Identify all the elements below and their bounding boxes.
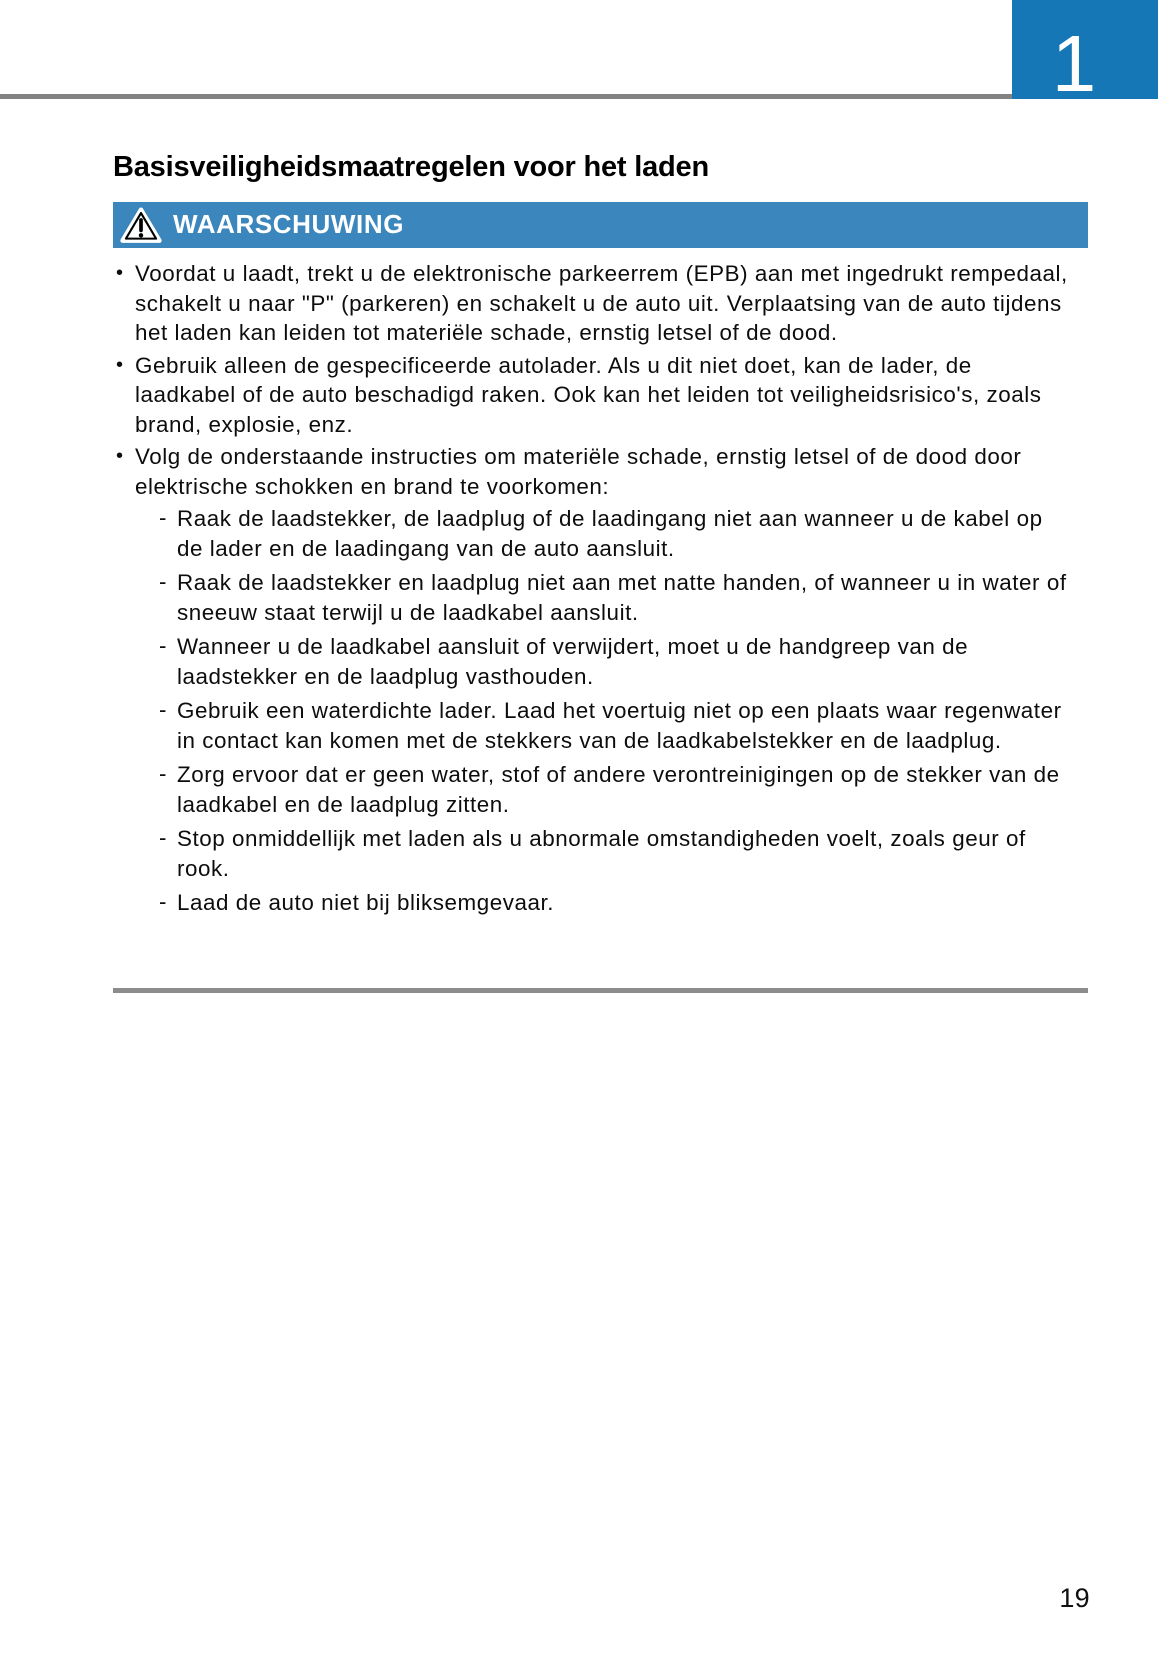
sub-item-text: Wanneer u de laadkabel aansluit of verwijdert, moet u de handgreep van de laadstekker en de laadplug vasthouden.	[177, 634, 969, 689]
header-rule	[0, 94, 1012, 99]
dash-marker: -	[159, 889, 168, 914]
warning-sub-item	[113, 760, 1068, 819]
sub-item-text: Raak de laadstekker en laadplug niet aan met natte handen, of wanneer u in water of sneeuw staat terwijl u de laadkabel aansluit.	[177, 570, 1067, 625]
warning-banner	[113, 202, 1088, 248]
dash-marker: -	[159, 633, 168, 658]
dash-marker: -	[159, 569, 168, 594]
warning-sub-item	[113, 824, 1068, 883]
page-title: Basisveiligheidsmaatregelen voor het laden	[113, 151, 709, 183]
bullet-marker: •	[116, 445, 124, 467]
sub-item-text: Zorg ervoor dat er geen water, stof of andere verontreinigingen op de stekker van de laadkabel en de laadplug zitten.	[177, 762, 1060, 817]
bullet-marker: •	[116, 353, 124, 376]
chapter-tab	[1012, 0, 1158, 108]
page-content	[113, 152, 1088, 923]
bullet-text: Volg de onderstaande instructies om materiële schade, ernstig letsel of de dood door elektrische schokken en brand te voorkomen:	[135, 444, 1022, 499]
bullet-text: Voordat u laadt, trekt u de elektronische parkeerrem (EPB) aan met ingedrukt rempedaal, schakelt u naar "P" (parkeren) en schakelt u de auto uit. Verplaatsing van de auto tijdens het laden kan leiden tot materiële schade, ernstig letsel of de dood.	[135, 261, 1068, 345]
warning-triangle-icon	[120, 207, 162, 244]
bullet-text: Gebruik alleen de gespecificeerde autolader. Als u dit niet doet, kan de lader, de laadkabel of de auto beschadigd raken. Ook kan het leiden tot veiligheidsrisico's, zoals brand, explosie, enz.	[135, 352, 1042, 437]
warning-bullet	[113, 351, 1068, 440]
warning-bullet	[113, 442, 1068, 501]
bullet-marker: •	[116, 262, 124, 284]
warning-sub-item	[113, 632, 1068, 691]
sub-item-text: Gebruik een waterdichte lader. Laad het voertuig niet op een plaats waar regenwater in contact kan komen met de stekkers van de laadkabelstekker en de laadplug.	[177, 698, 1062, 753]
warning-bullet	[113, 259, 1068, 348]
dash-marker: -	[159, 825, 168, 850]
sub-item-text: Laad de auto niet bij bliksemgevaar.	[177, 890, 555, 915]
warning-sub-item	[113, 888, 1068, 918]
dash-marker: -	[159, 505, 168, 530]
dash-marker: -	[159, 697, 168, 722]
dash-marker: -	[159, 761, 168, 786]
warning-sub-item	[113, 504, 1068, 563]
page-number: 19	[1059, 1583, 1090, 1613]
warning-list	[113, 259, 1068, 918]
warning-sub-item	[113, 568, 1068, 627]
section-end-rule	[113, 988, 1088, 993]
warning-banner-label: WAARSCHUWING	[173, 208, 405, 239]
chapter-number: 1	[1051, 18, 1097, 108]
warning-sub-item	[113, 696, 1068, 755]
sub-item-text: Raak de laadstekker, de laadplug of de laadingang niet aan wanneer u de kabel op de lader en de laadingang van de auto aansluit.	[177, 506, 1043, 561]
sub-item-text: Stop onmiddellijk met laden als u abnormale omstandigheden voelt, zoals geur of rook.	[177, 826, 1026, 881]
